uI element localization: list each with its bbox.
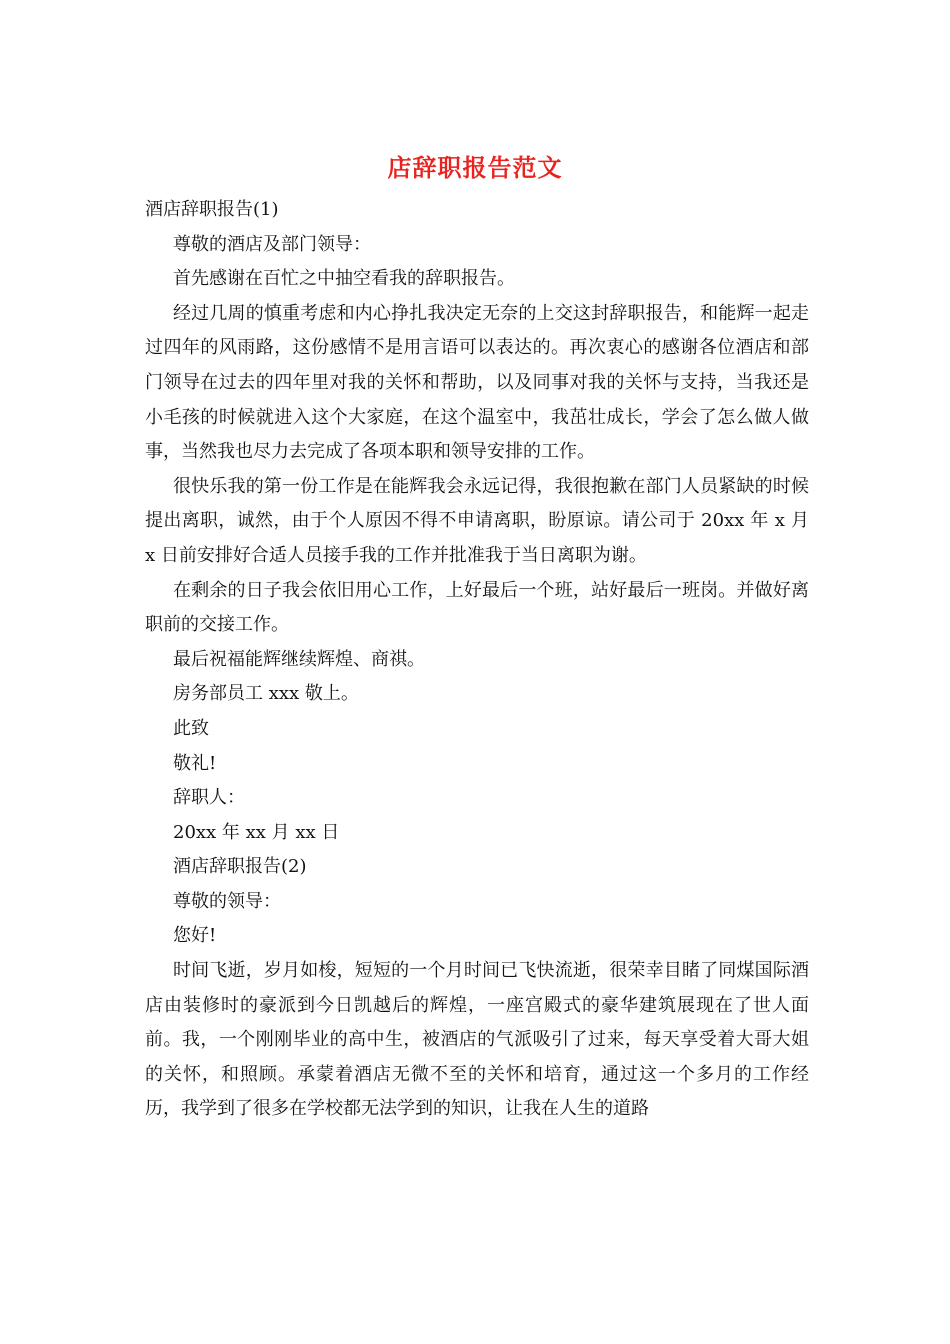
paragraph: 敬礼! <box>173 752 217 774</box>
paragraph: 尊敬的酒店及部门领导： <box>173 233 371 255</box>
paragraph: 最后祝福能辉继续辉煌、商祺。 <box>173 648 425 670</box>
paragraph: 首先感谢在百忙之中抽空看我的辞职报告。 <box>173 268 515 290</box>
paragraph: 辞职人： <box>173 787 245 809</box>
paragraph: 房务部员工 xxx 敬上。 <box>173 683 359 705</box>
paragraph: 时间飞逝，岁月如梭，短短的一个月时间已飞快流逝，很荣幸目睹了同煤国际酒店由装修时的豪派到今日凯越后的辉煌，一座宫殿式的豪华建筑展现在了世人面前。我，一个刚刚毕业的高中生，被酒店的气派吸引了过来，每天享受着大哥大姐的关怀，和照顾。承蒙着酒店无微不至的关怀和培育，通过这一个多月的工作经历，我学到了很多在学校都无法学到的知识，让我在人生的道路 <box>145 960 809 1120</box>
paragraph: 您好! <box>173 925 217 947</box>
paragraph: 很快乐我的第一份工作是在能辉我会永远记得，我很抱歉在部门人员紧缺的时候提出离职，诚然，由于个人原因不得不申请离职，盼原谅。请公司于 20xx 年 x 月 x 日前安排好合适人员接手我的工作并批准我于当日离职为谢。 <box>145 475 809 566</box>
paragraph: 经过几周的慎重考虑和内心挣扎我决定无奈的上交这封辞职报告，和能辉一起走过四年的风雨路，这份感情不是用言语可以表达的。再次衷心的感谢各位酒店和部门领导在过去的四年里对我的关怀和帮助，以及同事对我的关怀与支持，当我还是小毛孩的时候就进入这个大家庭，在这个温室中，我茁壮成长，学会了怎么做人做事，当然我也尽力去完成了各项本职和领导安排的工作。 <box>145 302 809 463</box>
paragraph: 此致 <box>173 717 209 739</box>
paragraph: 尊敬的领导： <box>173 890 281 912</box>
document-body <box>145 193 809 1127</box>
paragraph: 在剩余的日子我会依旧用心工作，上好最后一个班，站好最后一班岗。并做好离职前的交接工作。 <box>145 579 809 636</box>
paragraph: 20xx 年 xx 月 xx 日 <box>173 821 340 843</box>
paragraph: 酒店辞职报告(1) <box>145 199 279 220</box>
document-title: 店辞职报告范文 <box>387 153 563 182</box>
paragraph: 酒店辞职报告(2) <box>173 856 307 878</box>
